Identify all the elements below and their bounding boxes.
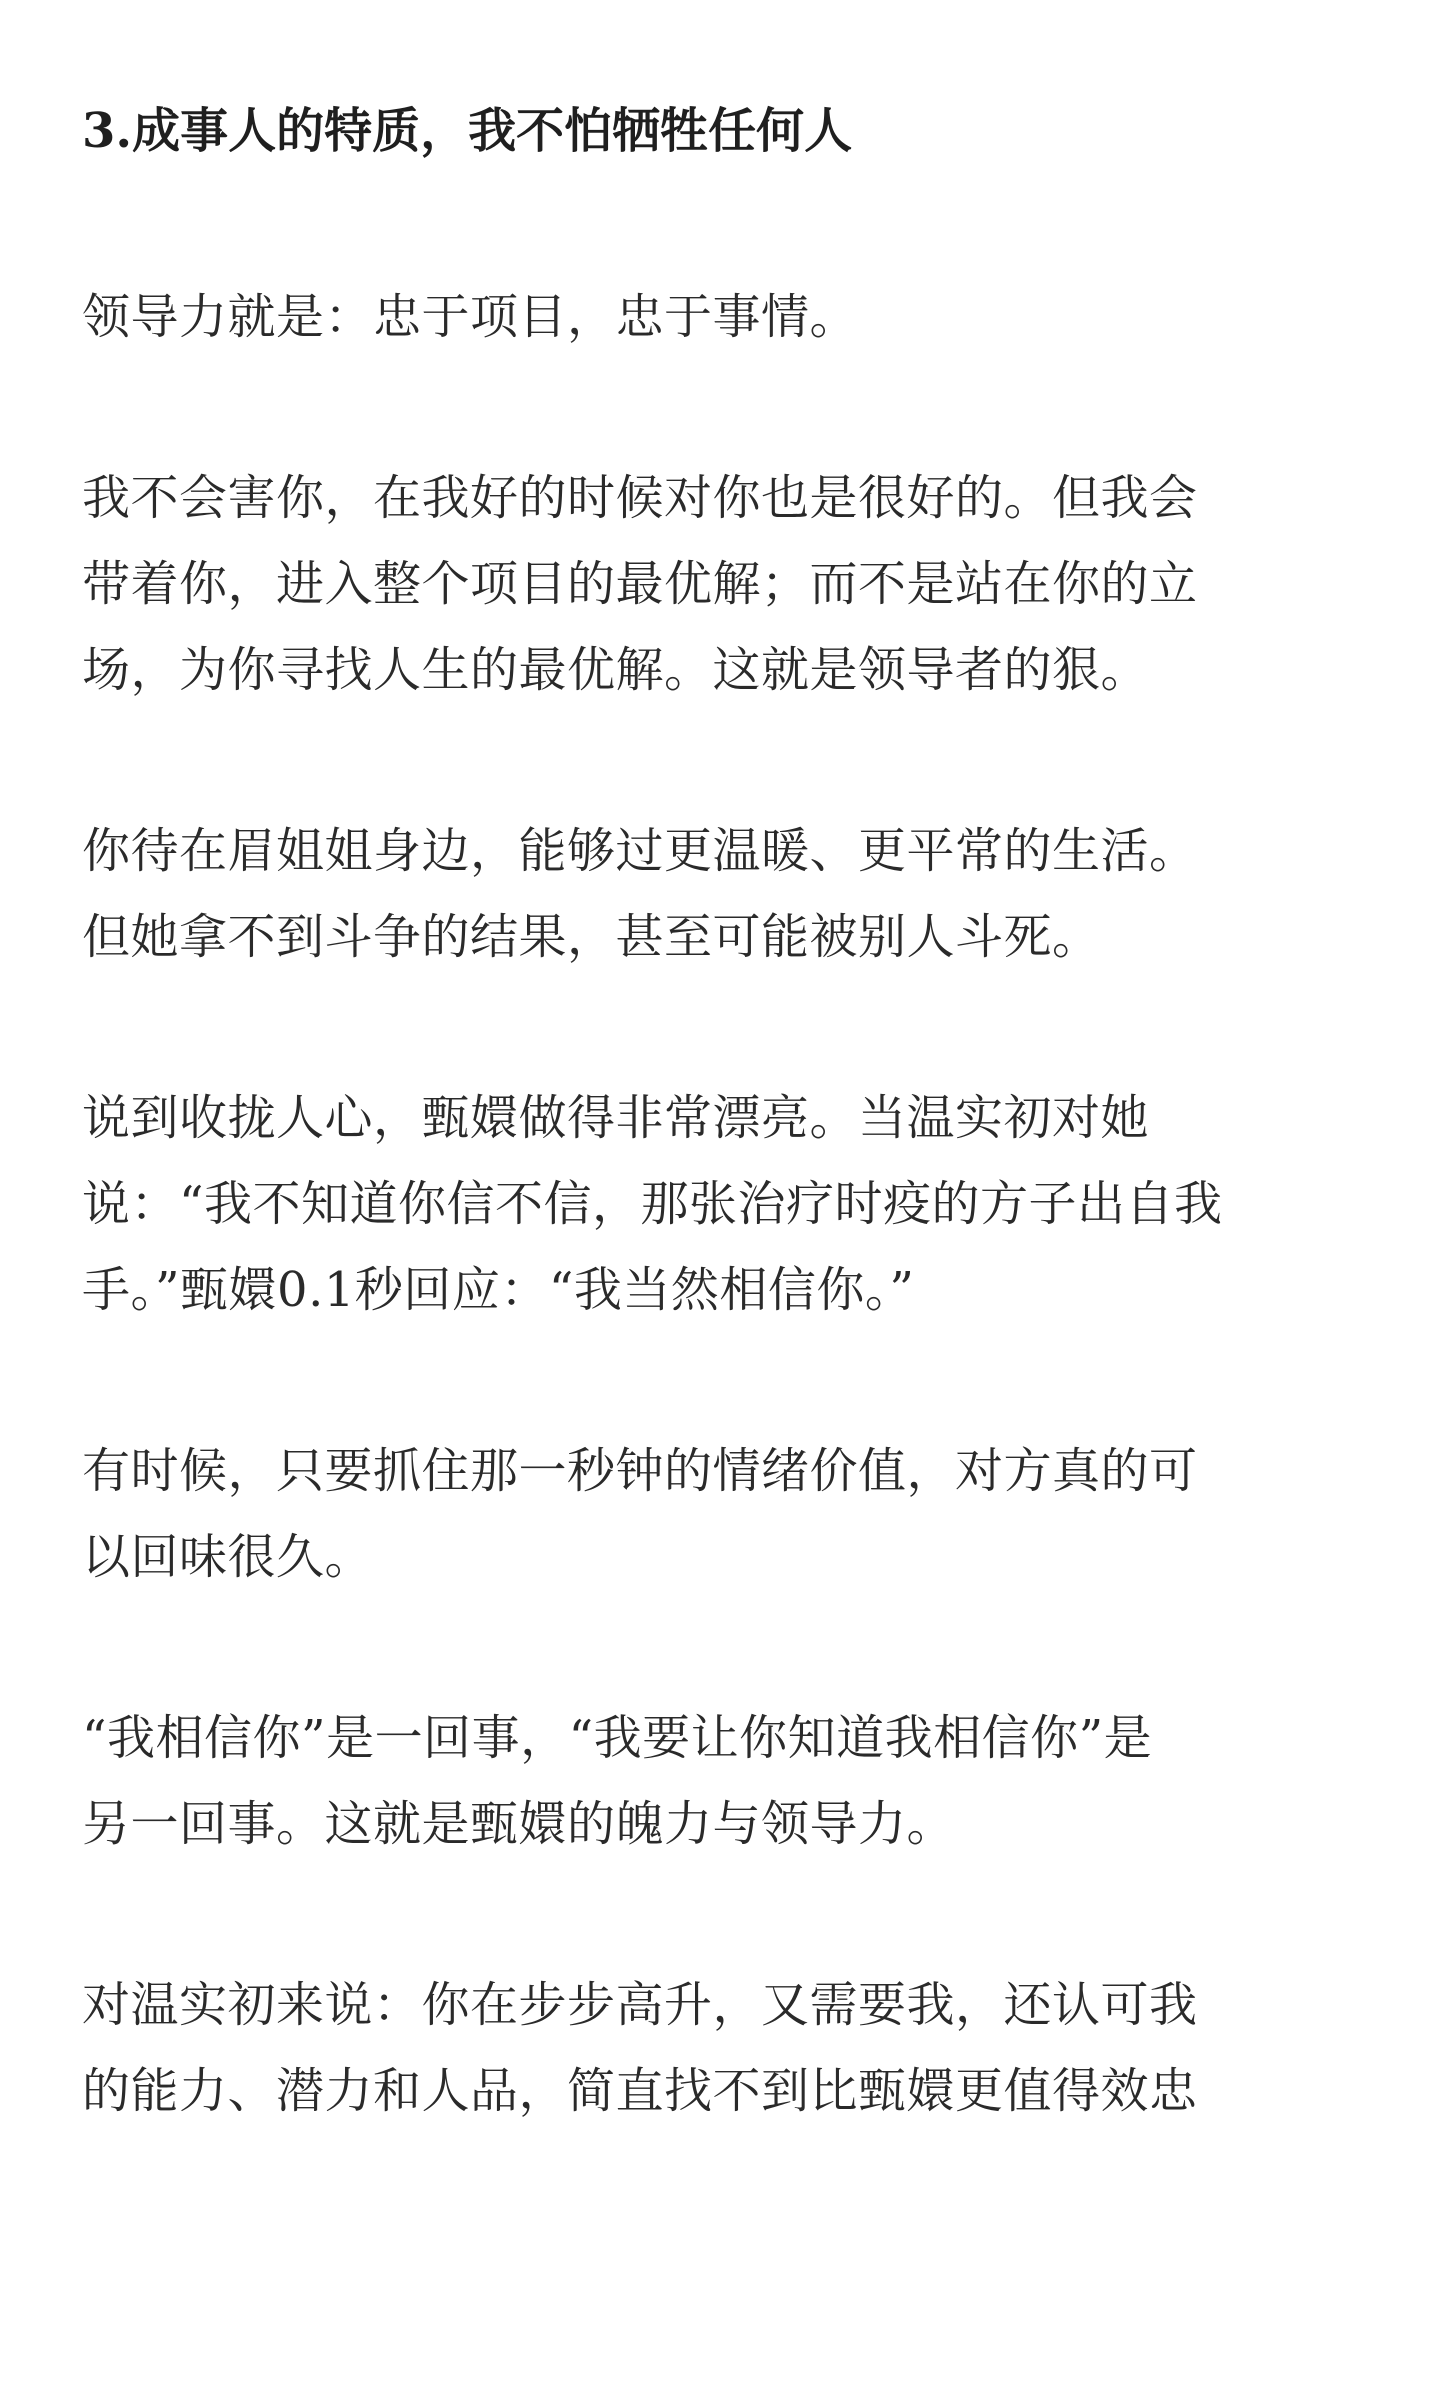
paragraph-line: 场，为你寻找人生的最优解。这就是领导者的狠。 — [82, 642, 1150, 698]
paragraph-line: 说到收拢人心，甄嬛做得非常漂亮。当温实初对她 — [82, 1090, 1150, 1146]
paragraph-2 — [82, 455, 1372, 713]
section-heading: 3.成事人的特质，我不怕牺牲任何人 — [82, 103, 853, 159]
paragraph-7 — [82, 1962, 1372, 2134]
article-body — [82, 88, 1372, 2134]
paragraph-line: 的能力、潜力和人品，简直找不到比甄嬛更值得效忠 — [82, 2063, 1198, 2119]
paragraph-line: 有时候，只要抓住那一秒钟的情绪价值，对方真的可 — [82, 1443, 1198, 1499]
paragraph-line: 以回味很久。 — [82, 1529, 374, 1585]
paragraph-6 — [82, 1695, 1372, 1867]
paragraph-line: 说：“我不知道你信不信，那张治疗时疫的方子出自我 — [82, 1176, 1223, 1232]
paragraph-4 — [82, 1075, 1372, 1333]
paragraph-1 — [82, 274, 1372, 360]
paragraph-line: 我不会害你，在我好的时候对你也是很好的。但我会 — [82, 470, 1198, 526]
paragraph-3 — [82, 808, 1372, 980]
paragraph-5 — [82, 1428, 1372, 1600]
paragraph-line: 另一回事。这就是甄嬛的魄力与领导力。 — [82, 1796, 956, 1852]
paragraph-line: 带着你，进入整个项目的最优解；而不是站在你的立 — [82, 556, 1198, 612]
paragraph-line: “我相信你”是一回事，“我要让你知道我相信你”是 — [82, 1710, 1153, 1766]
paragraph-line: 手。”甄嬛0.1秒回应：“我当然相信你。” — [82, 1262, 915, 1318]
paragraph-line: 你待在眉姐姐身边，能够过更温暖、更平常的生活。 — [82, 823, 1198, 879]
paragraph-line: 领导力就是：忠于项目，忠于事情。 — [82, 289, 859, 345]
paragraph-line: 但她拿不到斗争的结果，甚至可能被别人斗死。 — [82, 909, 1101, 965]
paragraph-line: 对温实初来说：你在步步高升，又需要我，还认可我 — [82, 1977, 1198, 2033]
